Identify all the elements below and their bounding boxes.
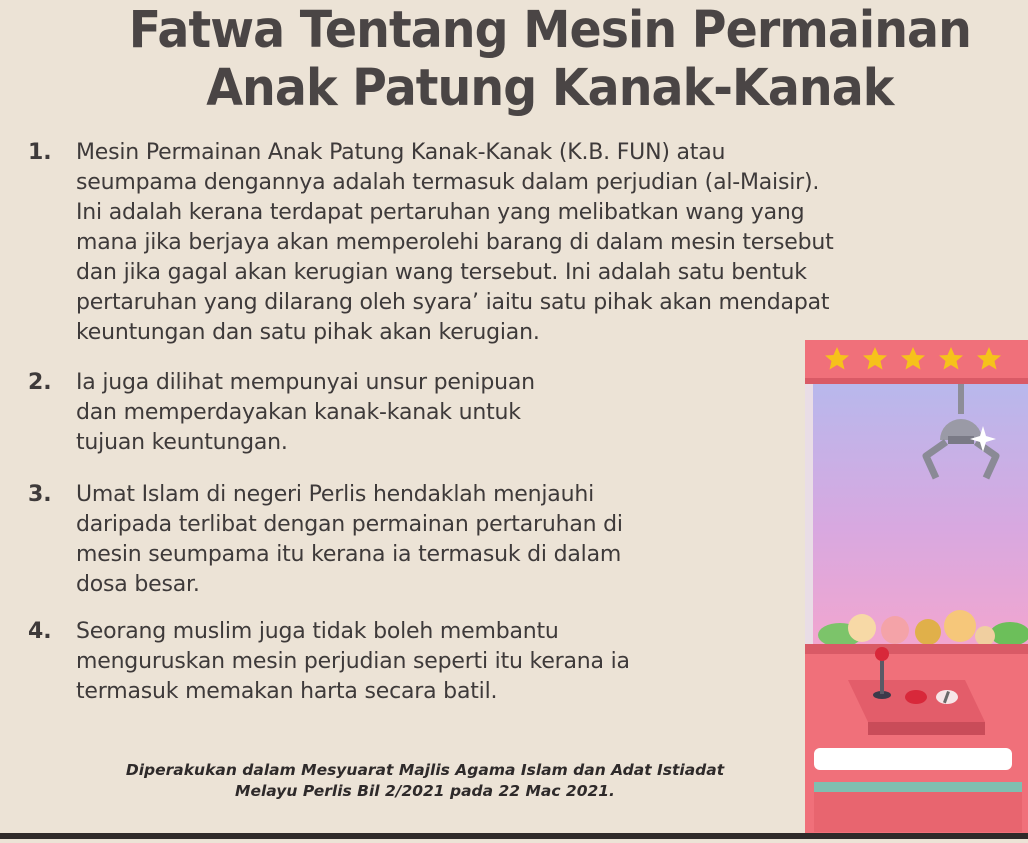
claw-machine-icon: [800, 340, 1028, 839]
title-line-1: Fatwa Tentang Mesin Permainan: [128, 1, 971, 60]
red-button-icon: [905, 690, 927, 704]
item-number: 4.: [28, 619, 52, 644]
page-title: [38, 2, 1028, 118]
title-line-2: Anak Patung Kanak-Kanak: [206, 59, 894, 118]
bottom-bar: [0, 833, 1028, 839]
approval-footer: Diperakukan dalam Mesyuarat Majlis Agama Islam dan Adat Istiadat Melayu Perlis Bil 2/2021 pada 22 Mac 2021.: [125, 761, 725, 800]
prize-chute: [814, 748, 1012, 770]
item-text: Mesin Permainan Anak Patung Kanak-Kanak (K.B. FUN) atau seumpama dengannya adalah termasuk dalam perjudian (al-Maisir). Ini adalah kerana terdapat pertaruhan yang melibatkan wang yang mana jika berjaya akan memperolehi barang di dalam mesin tersebut dan jika gagal akan kerugian wang tersebut. Ini adalah satu bentuk pertaruhan yang dilarang oleh syara’ iaitu satu pihak akan mendapat keuntungan dan satu pihak akan kerugian.: [76, 140, 834, 345]
item-text: Umat Islam di negeri Perlis hendaklah menjauhi daripada terlibat dengan permainan pertaruhan di mesin seumpama itu kerana ia termasuk di dalam dosa besar.: [76, 482, 623, 597]
item-text: Ia juga dilihat mempunyai unsur penipuan dan memperdayakan kanak-kanak untuk tujuan keuntungan.: [76, 370, 535, 455]
glass-window: [812, 384, 1028, 646]
claw-machine-illustration: [800, 340, 1028, 839]
item-number: 3.: [28, 482, 52, 507]
item-text: Seorang muslim juga tidak boleh membantu menguruskan mesin perjudian seperti itu kerana ia termasuk memakan harta secara batil.: [76, 619, 630, 704]
item-number: 2.: [28, 370, 52, 395]
item-number: 1.: [28, 140, 52, 165]
